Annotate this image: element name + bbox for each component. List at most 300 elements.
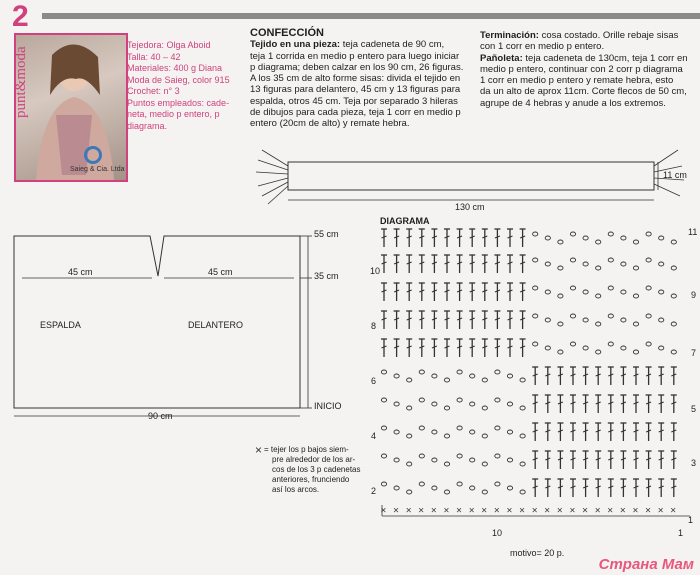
dc-stitch-symbol	[469, 339, 475, 357]
chain-symbol	[520, 490, 525, 494]
terminacion-lead: Terminación:	[480, 30, 539, 41]
dc-stitch-symbol	[444, 311, 450, 329]
chain-symbol	[520, 378, 525, 382]
dc-stitch-symbol	[406, 339, 412, 357]
confeccion-line: 13 figuras para delantero, 45 cm y 13 figuras para	[250, 84, 461, 96]
height-55-label: 55 cm	[314, 229, 339, 239]
chain-symbol	[407, 434, 412, 438]
dc-stitch-symbol	[532, 395, 538, 413]
dc-stitch-symbol	[595, 395, 601, 413]
dc-stitch-symbol	[595, 367, 601, 385]
row-label-left: 2	[371, 486, 377, 496]
motivo-label: motivo= 20 p.	[510, 548, 565, 558]
scarf-schematic	[256, 150, 684, 204]
sc-symbol: ×	[405, 505, 412, 517]
dc-stitch-symbol	[583, 395, 589, 413]
dc-stitch-symbol	[646, 395, 652, 413]
dc-stitch-symbol	[494, 311, 500, 329]
sc-symbol: ×	[556, 505, 563, 517]
chain-symbol	[470, 458, 475, 462]
dc-stitch-symbol	[381, 311, 387, 329]
chain-symbol	[394, 458, 399, 462]
dc-stitch-symbol	[620, 451, 626, 469]
chain-symbol	[659, 236, 664, 240]
dc-stitch-symbol	[608, 479, 614, 497]
dc-stitch-symbol	[532, 423, 538, 441]
dc-stitch-symbol	[431, 255, 437, 273]
chain-symbol	[407, 378, 412, 382]
dc-stitch-symbol	[457, 339, 463, 357]
row-label-right: 11	[688, 227, 698, 237]
dc-stitch-symbol	[633, 395, 639, 413]
chain-symbol	[432, 374, 437, 378]
chain-symbol	[495, 482, 500, 486]
sc-symbol: ×	[607, 505, 614, 517]
row-label-left: 8	[371, 321, 377, 331]
chain-symbol	[419, 482, 424, 486]
dc-stitch-symbol	[658, 395, 664, 413]
panoleta-line: 1 corr en medio p entero y remate hebra, esto	[480, 75, 674, 87]
dc-stitch-symbol	[545, 479, 551, 497]
sc-symbol: ×	[519, 505, 525, 517]
dc-stitch-symbol	[394, 229, 400, 247]
sc-symbol: ×	[582, 505, 588, 517]
dc-stitch-symbol	[419, 283, 425, 301]
chain-symbol	[596, 266, 601, 270]
dc-stitch-symbol	[394, 311, 400, 329]
dc-stitch-symbol	[406, 229, 412, 247]
chain-symbol	[457, 398, 462, 402]
spec-line: Crochet: n° 3	[127, 86, 180, 96]
sc-symbol: ×	[443, 505, 450, 517]
dc-stitch-symbol	[520, 311, 526, 329]
chain-symbol	[482, 462, 487, 466]
chain-symbol	[608, 342, 613, 346]
row-label-left: 10	[370, 266, 381, 276]
chain-symbol	[457, 482, 462, 486]
dc-stitch-symbol	[494, 339, 500, 357]
dc-stitch-symbol	[394, 283, 400, 301]
chain-symbol	[570, 258, 575, 262]
dc-stitch-symbol	[671, 367, 677, 385]
dc-stitch-symbol	[570, 395, 576, 413]
chain-symbol	[671, 266, 676, 270]
chain-symbol	[495, 454, 500, 458]
dc-stitch-symbol	[381, 229, 387, 247]
chain-symbol	[646, 258, 651, 262]
dc-stitch-symbol	[633, 367, 639, 385]
row-label-left: 6	[371, 376, 377, 386]
row-label-right: 1	[688, 515, 694, 525]
chain-symbol	[381, 398, 386, 402]
chain-symbol	[419, 426, 424, 430]
chain-symbol	[407, 406, 412, 410]
chain-symbol	[659, 346, 664, 350]
chain-symbol	[444, 378, 449, 382]
chain-symbol	[533, 314, 538, 318]
chain-symbol	[558, 266, 563, 270]
chain-symbol	[633, 294, 638, 298]
chain-symbol	[558, 322, 563, 326]
dc-stitch-symbol	[406, 311, 412, 329]
dc-stitch-symbol	[646, 367, 652, 385]
row-label-right: 3	[691, 458, 697, 468]
sc-symbol: ×	[594, 505, 601, 517]
svg-text:×: ×	[255, 443, 263, 457]
dc-stitch-symbol	[646, 479, 652, 497]
chain-symbol	[608, 286, 613, 290]
dc-stitch-symbol	[583, 367, 589, 385]
chain-symbol	[457, 426, 462, 430]
dc-stitch-symbol	[482, 311, 488, 329]
dc-stitch-symbol	[646, 451, 652, 469]
dc-stitch-symbol	[595, 479, 601, 497]
chain-symbol	[482, 378, 487, 382]
dc-stitch-symbol	[557, 451, 563, 469]
dc-stitch-symbol	[469, 311, 475, 329]
chain-symbol	[633, 240, 638, 244]
sc-symbol: ×	[418, 505, 425, 517]
panoleta-lead: Pañoleta:	[480, 52, 523, 64]
espalda-width-label: 45 cm	[68, 267, 93, 277]
dc-stitch-symbol	[507, 229, 513, 247]
chain-symbol	[608, 232, 613, 236]
spec-line: neta, medio p entero, p	[127, 109, 220, 119]
chain-symbol	[482, 406, 487, 410]
panoleta-line: medio p entero, continuar con 2 corr p diagrama	[480, 63, 683, 75]
row-label-left: 4	[371, 431, 377, 441]
chain-symbol	[583, 236, 588, 240]
chain-symbol	[646, 286, 651, 290]
chain-symbol	[558, 350, 563, 354]
dc-stitch-symbol	[444, 339, 450, 357]
confeccion-line: teja 1 corrida en medio p entero para luego iniciar	[250, 50, 460, 62]
chain-symbol	[671, 322, 676, 326]
dc-stitch-symbol	[406, 255, 412, 273]
chain-symbol	[444, 462, 449, 466]
chain-symbol	[419, 454, 424, 458]
watermark: Страна Мам	[598, 556, 694, 573]
chain-symbol	[533, 232, 538, 236]
dc-stitch-symbol	[658, 451, 664, 469]
chain-symbol	[507, 374, 512, 378]
dc-stitch-symbol	[633, 423, 639, 441]
terminacion-line: con 1 corr en medio p entero.	[480, 41, 605, 53]
chain-symbol	[495, 426, 500, 430]
dc-stitch-symbol	[444, 283, 450, 301]
dc-stitch-symbol	[419, 339, 425, 357]
chain-symbol	[394, 430, 399, 434]
chain-symbol	[432, 486, 437, 490]
height-35-label: 35 cm	[314, 271, 339, 281]
chain-symbol	[444, 490, 449, 494]
chain-symbol	[495, 398, 500, 402]
spec-line: Talla: 40 – 42	[127, 51, 181, 62]
dc-stitch-symbol	[457, 229, 463, 247]
delantero-width-label: 45 cm	[208, 267, 233, 277]
chain-symbol	[570, 314, 575, 318]
dc-stitch-symbol	[532, 451, 538, 469]
chain-symbol	[381, 370, 386, 374]
chain-symbol	[394, 486, 399, 490]
dc-stitch-symbol	[671, 395, 677, 413]
dc-stitch-symbol	[494, 283, 500, 301]
dc-stitch-symbol	[482, 339, 488, 357]
dc-stitch-symbol	[507, 311, 513, 329]
note-line: anteriores, frunciendo	[272, 475, 350, 484]
dc-stitch-symbol	[557, 367, 563, 385]
chain-symbol	[470, 430, 475, 434]
confeccion-lead: Tejido en una pieza:	[250, 39, 341, 51]
chain-symbol	[659, 262, 664, 266]
dc-stitch-symbol	[620, 367, 626, 385]
scarf-height-label: 11 cm	[663, 170, 687, 180]
dc-stitch-symbol	[608, 423, 614, 441]
chain-symbol	[646, 232, 651, 236]
dc-stitch-symbol	[570, 451, 576, 469]
dc-stitch-symbol	[570, 367, 576, 385]
dc-stitch-symbol	[431, 311, 437, 329]
sc-symbol: ×	[619, 505, 626, 517]
sc-symbol: ×	[531, 505, 538, 517]
chain-symbol	[545, 346, 550, 350]
chain-symbol	[457, 454, 462, 458]
confeccion-line: de dibujos para cada pieza, teja 1 corr en medio p	[250, 107, 461, 119]
chain-symbol	[646, 342, 651, 346]
sc-symbol: ×	[393, 505, 399, 517]
chain-symbol	[633, 266, 638, 270]
dc-stitch-symbol	[394, 255, 400, 273]
dc-stitch-symbol	[608, 367, 614, 385]
dc-stitch-symbol	[419, 255, 425, 273]
spec-line: diagrama.	[127, 120, 168, 131]
note-line: pre alrededor de los ar-	[272, 455, 356, 464]
sc-symbol: ×	[544, 505, 551, 517]
row-label-right: 7	[691, 348, 697, 358]
dc-stitch-symbol	[583, 423, 589, 441]
chain-symbol	[583, 318, 588, 322]
dc-stitch-symbol	[658, 423, 664, 441]
dc-stitch-symbol	[520, 229, 526, 247]
confeccion-line: teja cadeneta de 90 cm,	[340, 39, 445, 51]
dc-stitch-symbol	[646, 423, 652, 441]
dc-stitch-symbol	[482, 283, 488, 301]
page-number: 2	[12, 0, 29, 33]
panoleta-line: agrupe de 4 hebras y anude a los extremos.	[480, 97, 666, 109]
chain-symbol	[621, 262, 626, 266]
inicio-label: INICIO	[314, 401, 342, 411]
confeccion-line: espalda, otros 45 cm. Teja por separado 3 hileras	[250, 95, 458, 107]
dc-stitch-symbol	[570, 479, 576, 497]
dc-stitch-symbol	[507, 339, 513, 357]
chain-symbol	[545, 318, 550, 322]
chain-symbol	[621, 290, 626, 294]
dc-stitch-symbol	[671, 423, 677, 441]
spec-line: Tejedora: Olga Aboid	[127, 40, 211, 50]
chain-symbol	[596, 240, 601, 244]
logo-text: Saieg & Cia. Ltda	[70, 166, 125, 173]
chain-symbol	[419, 370, 424, 374]
bottom-mark: 1	[678, 528, 684, 538]
chain-symbol	[558, 240, 563, 244]
dc-stitch-symbol	[494, 229, 500, 247]
dc-stitch-symbol	[608, 451, 614, 469]
chain-symbol	[470, 402, 475, 406]
dc-stitch-symbol	[608, 395, 614, 413]
chain-symbol	[432, 430, 437, 434]
dc-stitch-symbol	[520, 255, 526, 273]
chain-symbol	[482, 434, 487, 438]
confeccion-title: CONFECCIÓN	[250, 27, 324, 39]
chain-symbol	[583, 346, 588, 350]
dc-stitch-symbol	[482, 255, 488, 273]
chain-symbol	[507, 458, 512, 462]
dc-stitch-symbol	[658, 479, 664, 497]
dc-stitch-symbol	[431, 339, 437, 357]
dc-stitch-symbol	[545, 367, 551, 385]
chain-symbol	[381, 426, 386, 430]
dc-stitch-symbol	[381, 339, 387, 357]
spec-line: Moda de Saieg, color 915	[127, 74, 230, 85]
chain-symbol	[659, 290, 664, 294]
dc-stitch-symbol	[457, 255, 463, 273]
chain-symbol	[570, 286, 575, 290]
chain-symbol	[381, 482, 386, 486]
sc-symbol: ×	[481, 505, 488, 517]
note-line: cos de los 3 p cadenetas	[272, 465, 361, 474]
crochet-chart	[381, 229, 691, 517]
dc-stitch-symbol	[520, 339, 526, 357]
dc-stitch-symbol	[595, 423, 601, 441]
chain-symbol	[621, 318, 626, 322]
terminacion-line: cosa costado. Orille rebaje sisas	[538, 30, 679, 41]
note-line: así los arcos.	[272, 485, 320, 494]
dc-stitch-symbol	[570, 423, 576, 441]
chain-symbol	[596, 350, 601, 354]
dc-stitch-symbol	[545, 423, 551, 441]
dc-stitch-symbol	[457, 311, 463, 329]
chain-symbol	[533, 342, 538, 346]
dc-stitch-symbol	[431, 283, 437, 301]
sc-symbol: ×	[632, 505, 639, 517]
chain-symbol	[596, 322, 601, 326]
chain-symbol	[608, 258, 613, 262]
dc-stitch-symbol	[381, 283, 387, 301]
espalda-label: ESPALDA	[40, 320, 81, 330]
dc-stitch-symbol	[482, 229, 488, 247]
total-width-label: 90 cm	[148, 411, 173, 421]
dc-stitch-symbol	[444, 229, 450, 247]
chain-symbol	[671, 240, 676, 244]
chain-symbol	[444, 434, 449, 438]
chain-symbol	[583, 290, 588, 294]
chain-symbol	[596, 294, 601, 298]
chain-symbol	[545, 262, 550, 266]
chain-symbol	[520, 434, 525, 438]
dc-stitch-symbol	[557, 395, 563, 413]
sc-symbol: ×	[456, 505, 462, 517]
chain-symbol	[520, 462, 525, 466]
dc-stitch-symbol	[532, 367, 538, 385]
dc-stitch-symbol	[595, 451, 601, 469]
dc-stitch-symbol	[545, 395, 551, 413]
chain-symbol	[570, 232, 575, 236]
scarf-width-label: 130 cm	[455, 202, 485, 212]
sc-symbol: ×	[493, 505, 500, 517]
chain-symbol	[507, 486, 512, 490]
sc-symbol: ×	[569, 505, 576, 517]
dc-stitch-symbol	[469, 229, 475, 247]
sc-symbol: ×	[645, 505, 651, 517]
chain-symbol	[659, 318, 664, 322]
sc-symbol: ×	[670, 505, 677, 517]
dc-stitch-symbol	[507, 255, 513, 273]
stitch-note	[264, 445, 361, 495]
chain-symbol	[583, 262, 588, 266]
chain-symbol	[495, 370, 500, 374]
chain-symbol	[633, 350, 638, 354]
dc-stitch-symbol	[583, 479, 589, 497]
delantero-label: DELANTERO	[188, 320, 244, 330]
chain-symbol	[533, 286, 538, 290]
dc-stitch-symbol	[469, 255, 475, 273]
chain-symbol	[407, 490, 412, 494]
dc-stitch-symbol	[671, 451, 677, 469]
chain-symbol	[671, 350, 676, 354]
confeccion-line: p diagrama; deben calzar en los 90 cm, 26 figuras.	[250, 61, 464, 73]
panoleta-line: teja cadeneta de 130cm, teja 1 corr en	[522, 52, 688, 64]
chain-symbol	[394, 402, 399, 406]
sc-symbol: ×	[506, 505, 513, 517]
dc-stitch-symbol	[583, 451, 589, 469]
sc-symbol: ×	[657, 505, 664, 517]
chain-symbol	[545, 290, 550, 294]
chain-symbol	[545, 236, 550, 240]
dc-stitch-symbol	[532, 479, 538, 497]
chain-symbol	[558, 294, 563, 298]
chain-symbol	[394, 374, 399, 378]
dc-stitch-symbol	[419, 311, 425, 329]
chain-symbol	[470, 486, 475, 490]
chart-symbols	[381, 229, 677, 517]
chain-symbol	[470, 374, 475, 378]
chain-symbol	[646, 314, 651, 318]
chain-symbol	[621, 346, 626, 350]
confeccion-line: A los 35 cm de alto forme sisas: divida el tejido en	[250, 73, 461, 85]
chain-symbol	[381, 454, 386, 458]
chain-symbol	[608, 314, 613, 318]
row-label-right: 9	[691, 290, 697, 300]
dc-stitch-symbol	[457, 283, 463, 301]
chain-symbol	[444, 406, 449, 410]
dc-stitch-symbol	[444, 255, 450, 273]
diagram-title: DIAGRAMA	[380, 216, 430, 226]
chain-symbol	[407, 462, 412, 466]
chain-symbol	[570, 342, 575, 346]
dc-stitch-symbol	[671, 479, 677, 497]
chain-symbol	[432, 402, 437, 406]
bottom-mark: 10	[492, 528, 503, 538]
sc-symbol: ×	[430, 505, 437, 517]
brand-logo: punt&moda	[13, 46, 29, 118]
spec-line: Materiales: 400 g Diana	[127, 63, 223, 73]
dc-stitch-symbol	[620, 479, 626, 497]
dc-stitch-symbol	[633, 451, 639, 469]
note-x-icon	[255, 443, 262, 457]
chain-symbol	[507, 430, 512, 434]
spec-line: Puntos empleados: cade-	[127, 97, 230, 108]
chain-symbol	[419, 398, 424, 402]
